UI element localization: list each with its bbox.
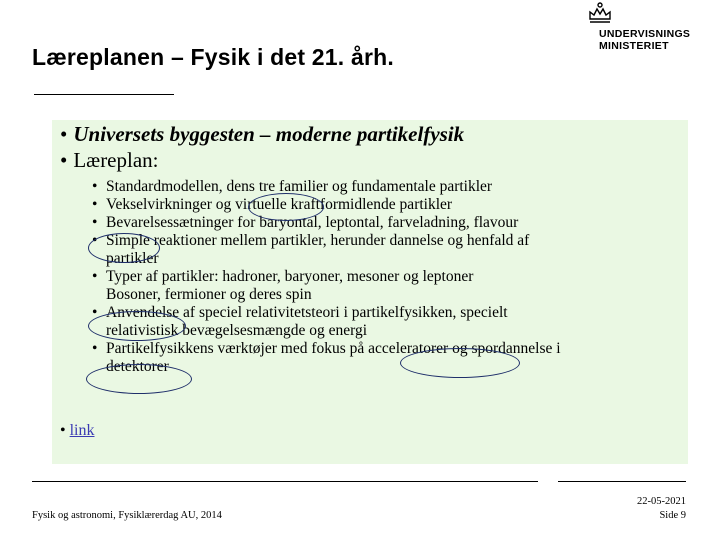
list-item (92, 178, 672, 196)
bullet-icon: • (92, 232, 98, 249)
logo-line-2: MINISTERIET (599, 40, 669, 52)
link[interactable]: link (69, 422, 95, 439)
footer-page-number: Side 9 (659, 510, 686, 521)
item-text: Standardmodellen, dens tre familier og fundamentale partikler (106, 178, 493, 195)
footer-rule-right (558, 481, 686, 482)
slide-title: Læreplanen – Fysik i det 21. årh. (32, 44, 394, 70)
item-text-highlight: acceleratorer (368, 340, 449, 357)
link-item (60, 422, 95, 440)
logo-line-1: UNDERVISNINGS (599, 28, 691, 40)
bullet-icon: • (92, 196, 98, 213)
item-text: Typer af partikler: hadroner, baryoner, mesoner og leptoner (106, 268, 474, 285)
list-item (92, 214, 672, 232)
ministry-logo (585, 0, 695, 56)
list-item (92, 232, 672, 250)
bullet-icon: • (92, 340, 98, 357)
item-text-highlight: virtuelle (235, 196, 287, 213)
footer-rule-left (32, 481, 538, 482)
item-text: af speciel relativitetsteori i partikelfysikken, specielt (179, 304, 508, 321)
bullet-text: Læreplan: (73, 148, 159, 172)
list-item (92, 340, 672, 358)
item-text-highlight: Anvendelse (106, 304, 180, 321)
list-item (92, 268, 672, 286)
list-item-continuation: partikler (106, 250, 159, 267)
item-text: og spordannelse i (448, 340, 561, 357)
list-item-continuation: relativistisk bevægelsesmængde og energi (106, 322, 368, 339)
item-text: Partikelfysikkens værktøjer med fokus på (106, 340, 369, 357)
bullet-icon: • (60, 122, 68, 146)
bullet-icon: • (92, 214, 98, 231)
footer-date-page (637, 495, 686, 523)
bullet-icon: • (60, 148, 68, 172)
footer-source: Fysik og astronomi, Fysiklærerdag AU, 2014 (32, 510, 222, 521)
footer-date: 22-05-2021 (637, 496, 686, 507)
item-text: Bevarelsessætninger for baryontal, leptontal, farveladning, flavour (106, 214, 519, 231)
bullet-text: Universets byggesten – moderne partikelfysik (73, 122, 465, 146)
sub-bullet-list (92, 178, 672, 376)
title-underline (34, 94, 174, 95)
bullet-icon: • (60, 422, 70, 439)
bullet-laereplan (60, 148, 159, 173)
bullet-icon: • (92, 178, 98, 195)
bullet-icon: • (92, 304, 98, 321)
list-item-continuation: Bosoner, fermioner og deres spin (106, 286, 312, 303)
item-text: reaktioner mellem partikler, herunder dannelse og henfald af (149, 232, 530, 249)
item-text: Vekselvirkninger og (106, 196, 236, 213)
list-item-continuation: detektorer (106, 358, 169, 375)
item-text-highlight: Simple (106, 232, 150, 249)
list-item (92, 304, 672, 322)
bullet-icon: • (92, 268, 98, 285)
item-text: kraftformidlende partikler (286, 196, 453, 213)
list-item (92, 196, 672, 214)
bullet-universets-byggesten (60, 122, 464, 147)
